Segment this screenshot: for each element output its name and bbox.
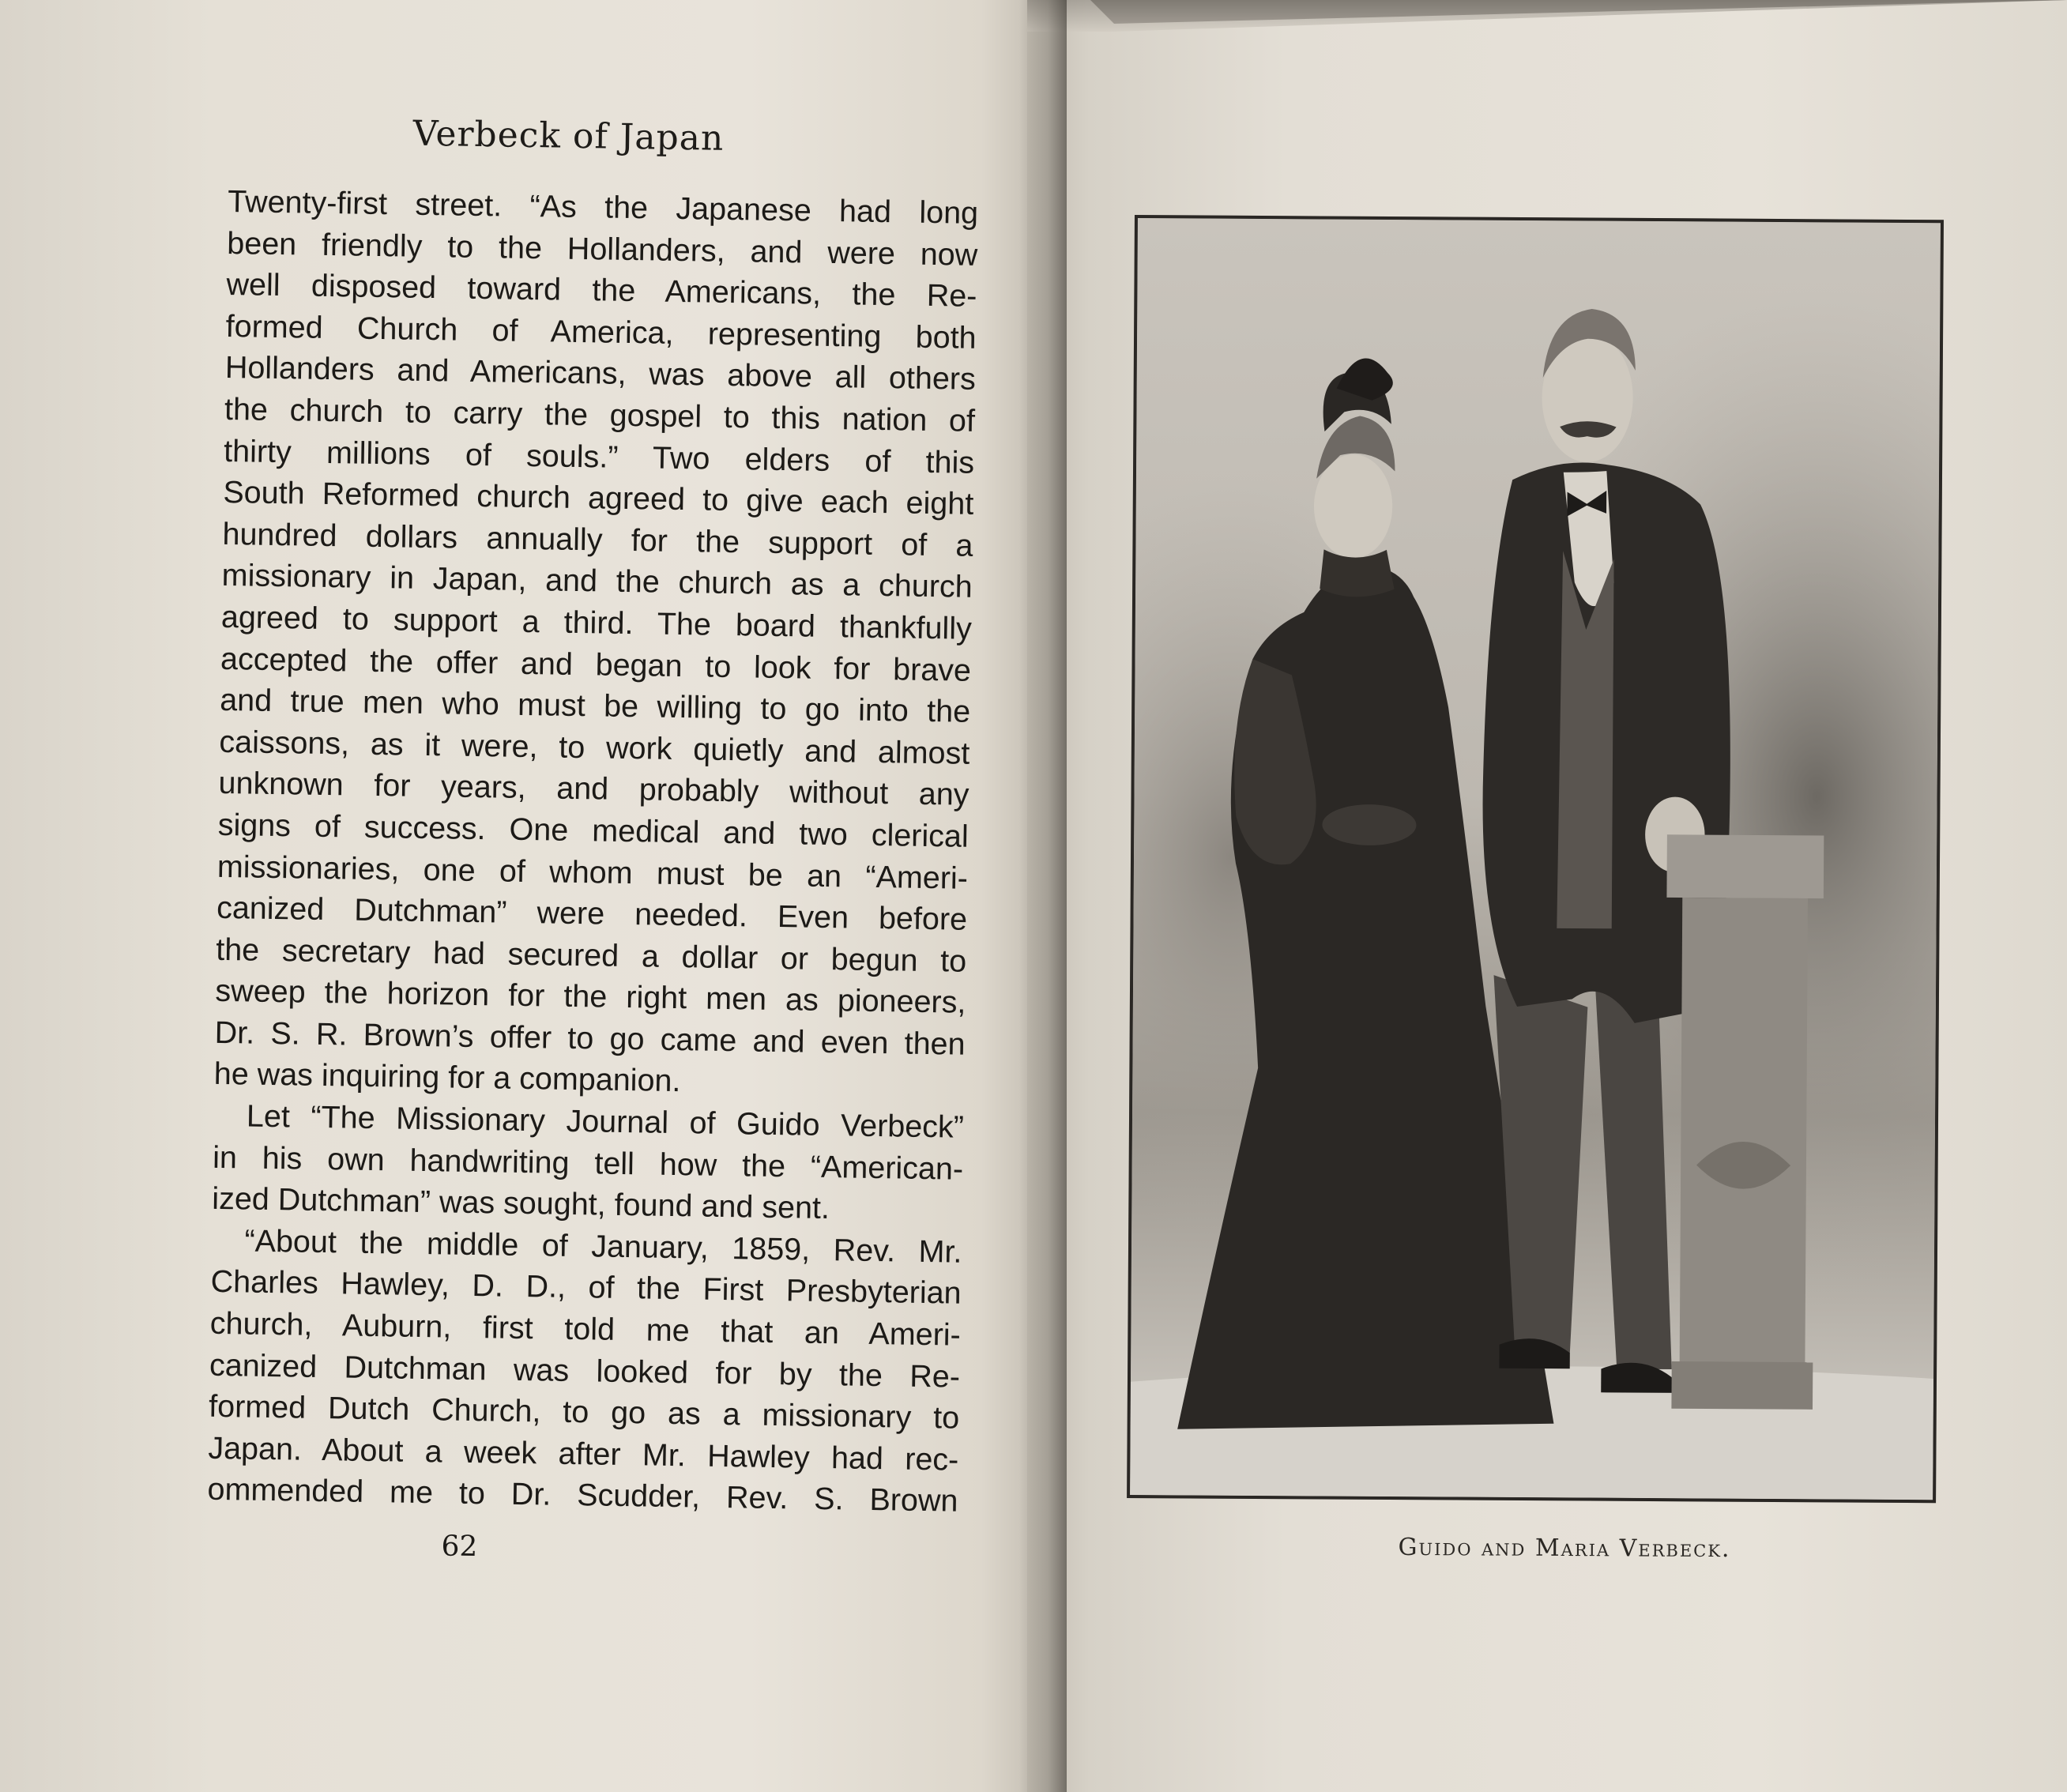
text-line: caissons, as it were, to work quietly and almost <box>219 724 970 771</box>
plate-caption: Guido and Maria Verbeck. <box>1398 1533 1731 1564</box>
portrait-illustration <box>1130 218 1941 1500</box>
page-number: 62 <box>441 1530 478 1564</box>
left-page-text <box>206 111 988 1571</box>
text-line: formed Church of America, representing both <box>225 308 977 356</box>
text-line: canized Dutchman was looked for by the Re- <box>209 1347 961 1395</box>
text-line: Japan. About a week after Mr. Hawley had rec- <box>208 1430 959 1478</box>
text-line: accepted the offer and began to look for brave <box>220 641 972 688</box>
book-gutter <box>1019 0 1067 1792</box>
text-line: formed Dutch Church, to go as a missionary to <box>208 1389 960 1436</box>
text-line: he was inquiring for a companion. <box>213 1056 681 1099</box>
text-line: Twenty-first street. “As the Japanese had long <box>227 183 979 231</box>
text-line: church, Auburn, first told me that an Ameri- <box>209 1305 962 1353</box>
text-line: well disposed toward the Americans, the Re- <box>226 267 977 314</box>
text-line: the secretary had secured a dollar or begun to <box>215 932 967 979</box>
text-line: signs of success. One medical and two clerical <box>217 807 969 854</box>
text-line: missionary in Japan, and the church as a church <box>221 558 973 605</box>
pedestal <box>1663 834 1824 1410</box>
text-line: Let “The Missionary Journal of Guido Verbeck” <box>246 1098 965 1145</box>
text-line: Dr. S. R. Brown’s offer to go came and even then <box>214 1015 966 1062</box>
text-line: hundred dollars annually for the support of a <box>222 516 973 563</box>
text-line: missionaries, one of whom must be an “Ameri- <box>216 849 969 896</box>
text-line: Charles Hawley, D. D., of the First Presbyterian <box>210 1264 962 1312</box>
text-line: agreed to support a third. The board thankfully <box>220 599 973 646</box>
text-line: in his own handwriting tell how the “American- <box>212 1139 964 1187</box>
text-line: “About the middle of January, 1859, Rev. Mr. <box>244 1223 962 1270</box>
text-line: the church to carry the gospel to this nation of <box>224 391 976 439</box>
text-line: canized Dutchman” were needed. Even before <box>216 890 968 937</box>
text-line: unknown for years, and probably without any <box>218 766 969 813</box>
text-line: sweep the horizon for the right men as pioneers, <box>215 973 966 1021</box>
portrait-photograph <box>1127 215 1944 1503</box>
text-line: South Reformed church agreed to give each eight <box>223 475 974 522</box>
body-text <box>207 181 986 1523</box>
text-line: ommended me to Dr. Scudder, Rev. S. Brown <box>207 1472 958 1519</box>
text-line: ized Dutchman” was sought, found and sent. <box>212 1181 830 1226</box>
text-line: Hollanders and Americans, was above all others <box>224 350 977 397</box>
text-line: thirty millions of souls.” Two elders of this <box>223 433 975 480</box>
text-line: and true men who must be willing to go into the <box>219 683 971 729</box>
text-line: been friendly to the Hollanders, and were now <box>227 225 978 273</box>
running-head: Verbeck of Japan <box>412 113 725 159</box>
